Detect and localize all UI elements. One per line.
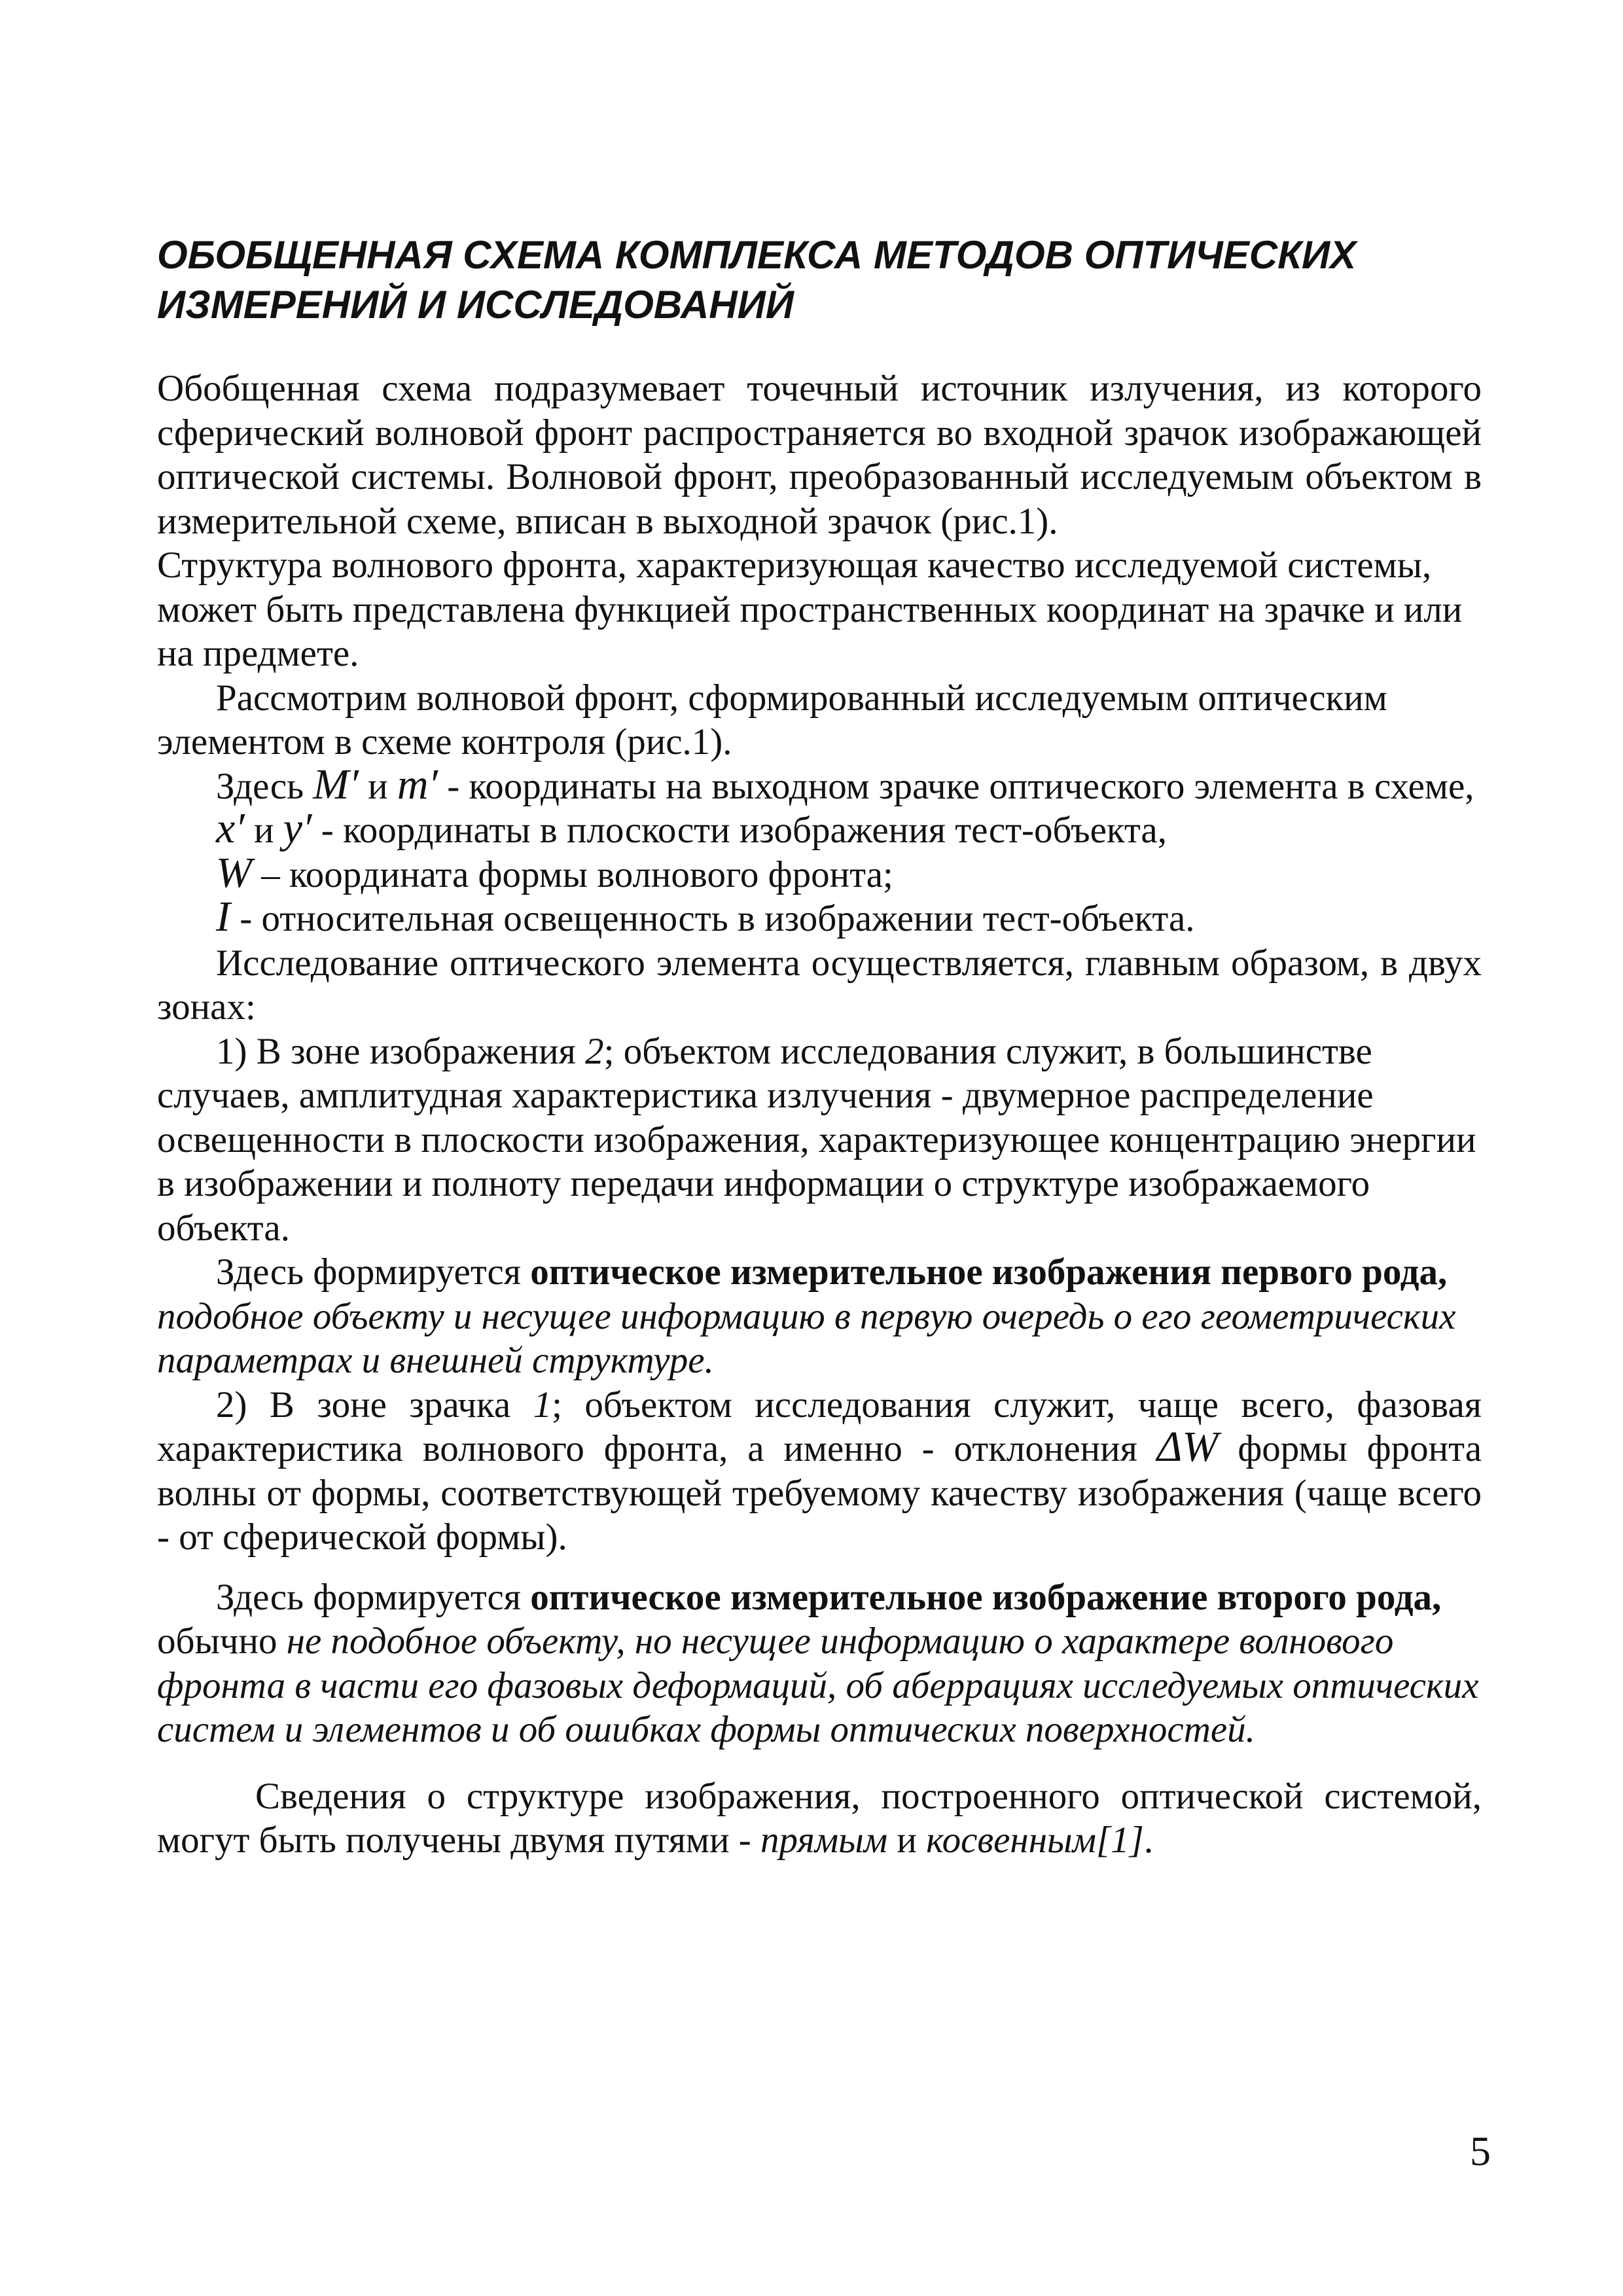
paragraph-pupil-coords: Здесь M′ и m′ - координаты на выходном зрачке оптического элемента в схеме,	[216, 760, 1474, 808]
paragraph-image-coords: x′ и y′ - координаты в плоскости изображения тест-объекта,	[216, 804, 1167, 852]
citation-reference: косвенным[1]	[926, 1820, 1144, 1861]
symbol-y-prime: y′	[283, 804, 312, 852]
symbol-M-prime: M′	[313, 760, 359, 808]
symbol-m-prime: m′	[397, 760, 438, 808]
symbol-delta-W: ΔW	[1156, 1423, 1219, 1471]
term-second-kind: оптическое измерительное изображение второго рода,	[530, 1576, 1442, 1618]
paragraph-wavefront-coord: W – координата формы волнового фронта;	[216, 848, 893, 897]
paragraph-scheme: Обобщенная схема подразумевает точечный источник излучения, из которого сферический волновой фронт распространяется во входной зрачок изображающей оптической системы. Волновой фронт, преобразованный исследуемым объектом в измерительной схеме, вписан в выходной зрачок (рис.1).	[157, 368, 1482, 542]
paragraph-first-kind: Здесь формируется оптическое измерительное изображения первого рода, подобное объекту и несущее информацию в первую очередь о его геометрических параметрах и внешней структуре.	[157, 1251, 1456, 1381]
zone-number-2: 2	[585, 1030, 604, 1072]
symbol-x-prime: x′	[216, 804, 245, 852]
section-title	[157, 230, 1479, 330]
title-line-1: ОБОБЩЕННАЯ СХЕМА КОМПЛЕКСА МЕТОДОВ ОПТИЧЕСКИХ	[157, 233, 1357, 277]
paragraph-two-ways: Сведения о структуре изображения, построенного оптической системой, могут быть получены двумя путями - прямым и косвенным[1].	[157, 1775, 1482, 1861]
paragraph-pupil-zone: 2) В зоне зрачка 1; объектом исследования служит, чаще всего, фазовая характеристика волнового фронта, а именно - отклонения ΔW формы фронта волны от формы, соответствующей требуемому качеству изображения (чаще всего - от сферической формы).	[157, 1384, 1482, 1558]
symbol-I: I	[216, 893, 230, 941]
paragraph-consider: Рассмотрим волновой фронт, сформированный исследуемым оптическим элементом в схеме контроля (рис.1).	[157, 677, 1387, 762]
title-line-2: ИЗМЕРЕНИЙ И ИССЛЕДОВАНИЙ	[157, 283, 794, 327]
page-number: 5	[1470, 2128, 1491, 2174]
zone-number-1: 1	[533, 1384, 552, 1426]
body-text	[157, 367, 1482, 1863]
paragraph-image-zone: 1) В зоне изображения 2; объектом исследования служит, в большинстве случаев, амплитудная характеристика излучения - двумерное распределение освещенности в плоскости изображения, характеризующее концентрацию энергии в изображении и полноту передачи информации о структуре изображаемого объекта.	[157, 1030, 1476, 1249]
symbol-W: W	[216, 848, 252, 897]
paragraph-second-kind: Здесь формируется оптическое измерительное изображение второго рода, обычно не подобное объекту, но несущее информацию о характере волнового фронта в части его фазовых деформаций, об аберрациях исследуемых оптических систем и элементов и об ошибках формы оптических поверхностей.	[157, 1576, 1479, 1750]
paragraph-wavefront-structure: Структура волнового фронта, характеризующая качество исследуемой системы, может быть представлена функцией пространственных координат на зрачке и или на предмете.	[157, 545, 1463, 674]
paragraph-two-zones: Исследование оптического элемента осуществляется, главным образом, в двух зонах:	[157, 942, 1482, 1028]
paragraph-illuminance: I - относительная освещенность в изображении тест-объекта.	[216, 893, 1195, 941]
term-first-kind: оптическое измерительное изображения первого рода,	[530, 1251, 1448, 1293]
